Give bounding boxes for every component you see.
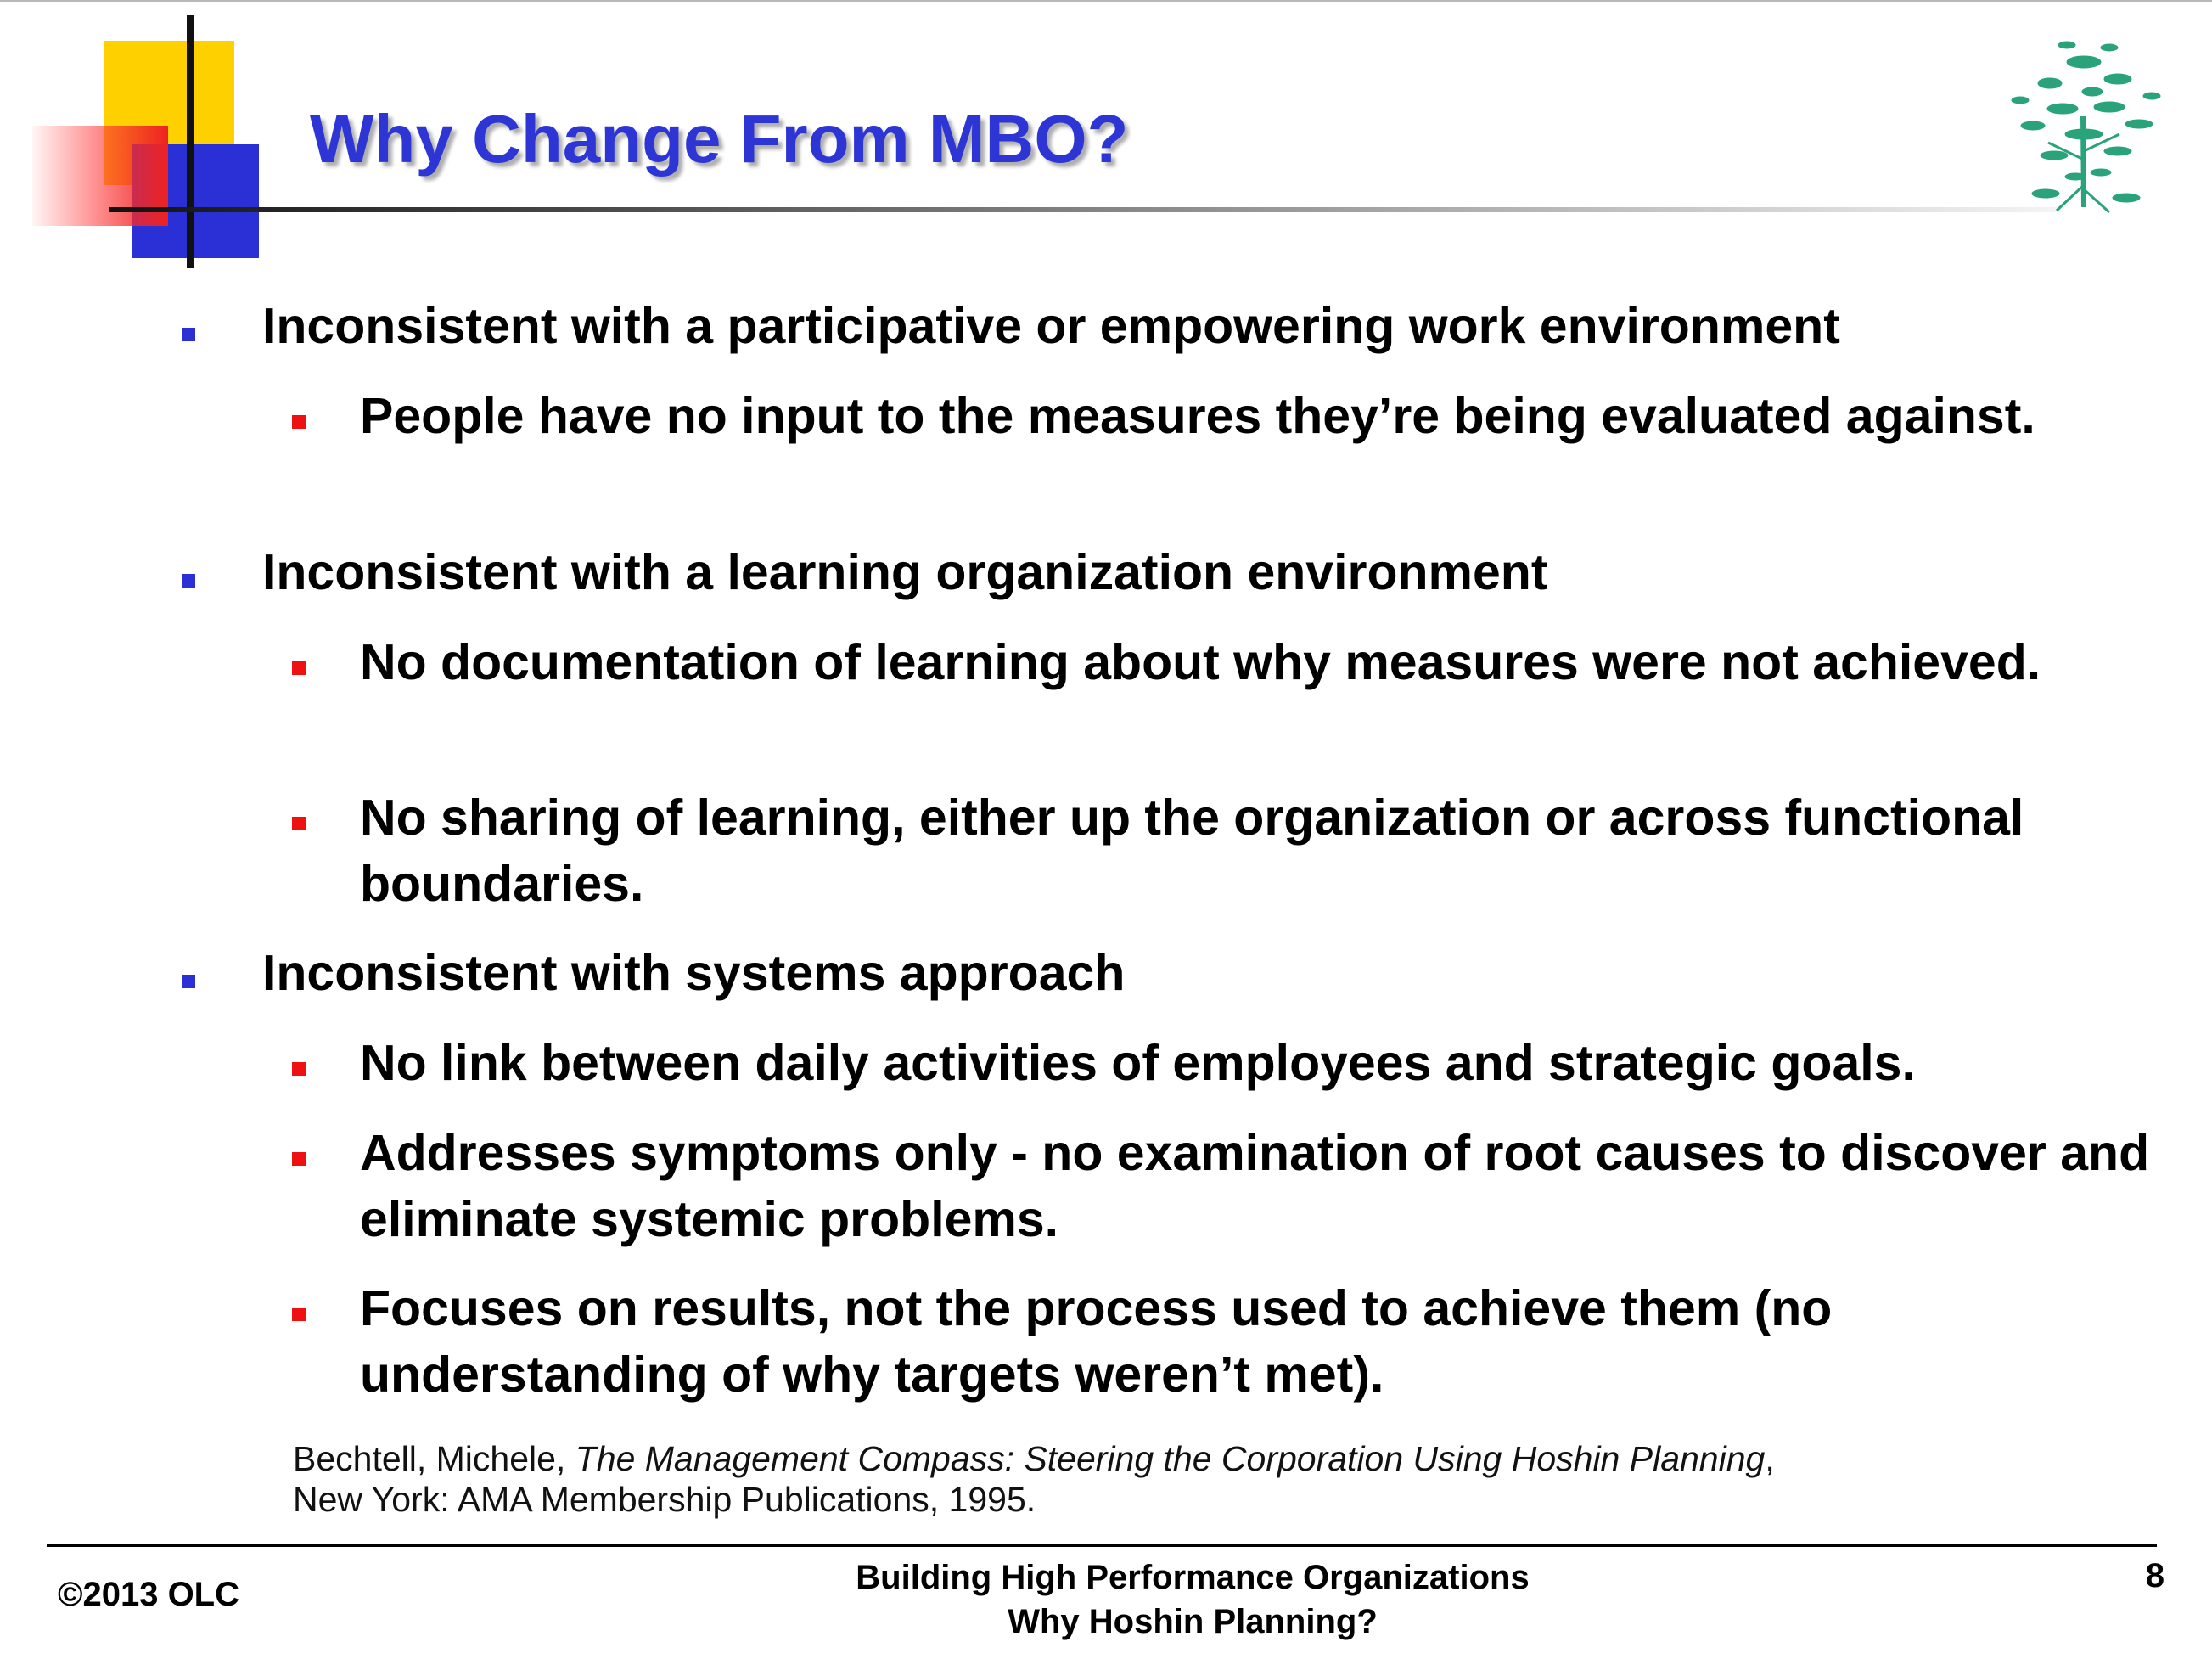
bullet-level2-text: No link between daily activities of employees and strategic goals. xyxy=(360,1035,1916,1091)
bullet-marker-level2 xyxy=(292,1152,306,1166)
decor-vertical-line xyxy=(187,15,194,268)
bullet-level2-text: Focuses on results, not the process used to achieve them (no understanding of why targets weren’t met). xyxy=(360,1280,1833,1403)
footer-title-line2: Why Hoshin Planning? xyxy=(1008,1603,1378,1640)
footer-title xyxy=(768,1555,1617,1644)
bullet-marker-level1 xyxy=(182,975,195,988)
citation-book-title: The Management Compass: Steering the Corporation Using Hoshin Planning xyxy=(575,1439,1766,1478)
bullet-level2-text: No sharing of learning, either up the organization or across functional boundaries. xyxy=(360,790,2024,912)
footer-divider xyxy=(47,1544,2157,1547)
tree-logo-icon xyxy=(1982,15,2186,228)
bullet-level1-text: Inconsistent with systems approach xyxy=(262,945,1126,1001)
page-number: 8 xyxy=(2145,1557,2164,1594)
bullet-level2-text: No documentation of learning about why measures were not achieved. xyxy=(360,634,2041,690)
slide-title: Why Change From MBO? xyxy=(310,101,1129,177)
bullet-level1-text: Inconsistent with a learning organization environment xyxy=(262,544,1548,600)
footer-title-line1: Building High Performance Organizations xyxy=(856,1559,1530,1596)
bullet-marker-level2 xyxy=(292,1062,306,1076)
title-underline xyxy=(109,207,2061,212)
bullet-level2-text: People have no input to the measures they’re being evaluated against. xyxy=(360,388,2035,444)
bullet-marker-level2 xyxy=(292,1308,306,1321)
bullet-marker-level1 xyxy=(182,328,195,341)
bullet-marker-level1 xyxy=(182,574,195,588)
bullet-level1-text: Inconsistent with a participative or empowering work environment xyxy=(262,298,1840,354)
citation-author: Bechtell, Michele, xyxy=(293,1439,575,1478)
bullet-marker-level2 xyxy=(292,415,306,429)
footer-copyright: ©2013 OLC xyxy=(58,1576,240,1613)
bullet-marker-level2 xyxy=(292,661,306,675)
bullet-marker-level2 xyxy=(292,817,306,830)
citation-publisher: New York: AMA Membership Publications, 1995. xyxy=(293,1480,1036,1519)
top-border xyxy=(0,0,2212,2)
citation xyxy=(293,1438,2118,1520)
citation-comma: , xyxy=(1765,1439,1775,1478)
bullet-level2-text: Addresses symptoms only - no examination of root causes to discover and eliminate systemic problems. xyxy=(360,1125,2150,1247)
